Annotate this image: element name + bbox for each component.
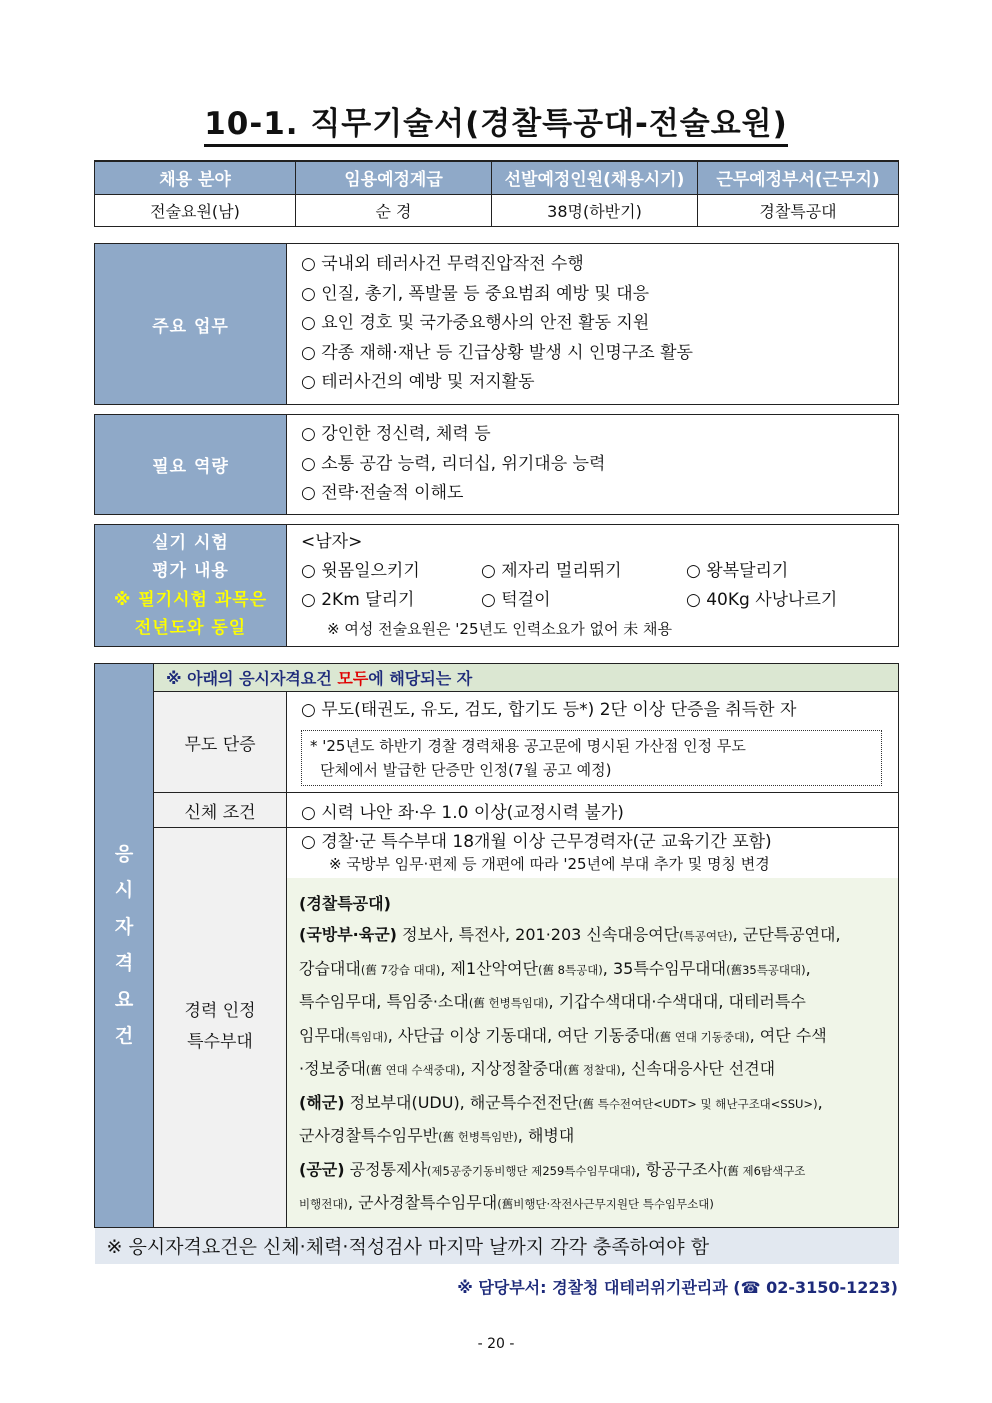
martial-arts-label: 무도 단증 bbox=[154, 692, 287, 793]
header-rank: 임용예정계급 bbox=[296, 161, 492, 194]
test-item: ○ 2Km 달리기 bbox=[301, 589, 415, 610]
duties-list bbox=[287, 244, 899, 405]
practical-label bbox=[95, 525, 287, 647]
list-item: ○ 각종 재해·재난 등 긴급상황 발생 시 인명구조 활동 bbox=[301, 342, 693, 363]
test-item: ○ 제자리 멀리뛰기 bbox=[481, 560, 622, 581]
footer-note: ※ 응시자격요건은 신체·체력·적성검사 마지막 날까지 각각 충족하여야 함 bbox=[95, 1227, 899, 1264]
list-item: ○ 요인 경호 및 국가중요행사의 안전 활동 지원 bbox=[301, 313, 650, 334]
career-text: ○ 경찰·군 특수부대 18개월 이상 근무경력자(군 교육기간 포함) bbox=[301, 831, 772, 852]
competencies-label: 필요 역량 bbox=[95, 415, 287, 515]
practical-label-line: 실기 시험 bbox=[152, 532, 229, 553]
martial-arts-text: ○ 무도(태권도, 유도, 검도, 합기도 등*) 2단 이상 단증을 취득한 자 bbox=[301, 700, 797, 720]
list-item: ○ 국내외 테러사건 무력진압작전 수행 bbox=[301, 254, 584, 275]
career-unit-list: (경찰특공대) (국방부·육군) 정보사, 특전사, 201·203 신속대응여단(특공여단), 군단특공연대, 강습대대(舊 7강습 대대), 제1산악여단(舊 8특공대), 35특수임무대대(舊35특공대대), 특수임무대, 특임중·소대(舊 헌병특임대), 기갑수색대대·수색대대, 대테러특수 임무대(특임대), 사단급 이상 기동대대, 여단 기동중대(舊 연대 기동중대), 여단 수색 ·정보중대(舊 연대 수색중대), 지상정찰중대(舊 정찰대), 신속대응사단 선견대 (해군) 정보부대(UDU), 해군특수전전단(舊 특수전여단<UDT> 및 해난구조대<SSU>), 군사경찰특수임무반(舊 헌병특임반), 해병대 (공군) 공정통제사(제5공중기동비행단 제259특수임무대대), 항공구조사(舊 제6탐색구조 비행전대), 군사경찰특수임무대(舊비행단·작전사근무지원단 특수임무소대) bbox=[287, 878, 899, 1228]
duties-table bbox=[94, 243, 899, 405]
female-note: ※ 여성 전술요원은 '25년도 인력소요가 없어 未 채용 bbox=[327, 619, 672, 638]
physical-label: 신체 조건 bbox=[154, 793, 287, 828]
list-item: ○ 강인한 정신력, 체력 등 bbox=[301, 424, 491, 445]
competencies-list bbox=[287, 415, 899, 515]
contact-info: ※ 담당부서: 경찰청 대테러위기관리과 (☎ 02-3150-1223) bbox=[457, 1278, 898, 1297]
page-title: 10-1. 직무기술서(경찰특공대-전술요원) bbox=[0, 98, 992, 143]
test-item: ○ 왕복달리기 bbox=[686, 560, 789, 581]
martial-arts-content bbox=[287, 692, 899, 793]
practical-label-line: 평가 내용 bbox=[152, 561, 229, 581]
test-item: ○ 윗몸일으키기 bbox=[301, 560, 420, 581]
career-change-note: ※ 국방부 임무·편제 등 개편에 따라 '25년에 부대 추가 및 명칭 변경 bbox=[329, 854, 770, 873]
career-requirement bbox=[287, 828, 899, 878]
test-item: ○ 40Kg 사낭나르기 bbox=[686, 589, 838, 610]
list-item: ○ 소통 공감 능력, 리더십, 위기대응 능력 bbox=[301, 453, 606, 474]
list-item: ○ 테러사건의 예방 및 저지활동 bbox=[301, 372, 535, 393]
value-department: 경찰특공대 bbox=[698, 194, 899, 226]
written-exam-note: ※ 필기시험 과목은 bbox=[113, 589, 268, 610]
page-number: - 20 - bbox=[477, 1336, 515, 1352]
physical-text: ○ 시력 나안 좌·우 1.0 이상(교정시력 불가) bbox=[287, 793, 899, 828]
header-field: 채용 분야 bbox=[95, 161, 296, 194]
qualification-table bbox=[94, 663, 899, 1264]
value-headcount: 38명(하반기) bbox=[492, 194, 698, 226]
gender-label: <남자> bbox=[301, 531, 363, 552]
list-item: ○ 인질, 총기, 폭발물 등 중요범죄 예방 및 대응 bbox=[301, 283, 650, 304]
competencies-table bbox=[94, 414, 899, 515]
list-item: ○ 전략·전술적 이해도 bbox=[301, 483, 464, 504]
header-headcount: 선발예정인원(채용시기) bbox=[492, 161, 698, 194]
qualification-heading: ※ 아래의 응시자격요건 모두에 해당되는 자 bbox=[154, 664, 899, 692]
career-label: 경력 인정 특수부대 bbox=[154, 828, 287, 1228]
summary-table bbox=[94, 160, 899, 227]
written-exam-note: 전년도와 동일 bbox=[134, 618, 247, 638]
practical-content bbox=[287, 525, 899, 647]
qualification-vertical-label: 응 시 자 격 요 건 bbox=[95, 664, 154, 1228]
duties-label: 주요 업무 bbox=[95, 244, 287, 405]
martial-arts-note: * '25년도 하반기 경찰 경력채용 공고문에 명시된 가산점 인정 무도 단체에서 발급한 단증만 인정(7월 공고 예정) bbox=[301, 730, 882, 786]
test-item: ○ 턱걸이 bbox=[481, 589, 551, 610]
header-department: 근무예정부서(근무지) bbox=[698, 161, 899, 194]
value-rank: 순 경 bbox=[296, 194, 492, 226]
value-field: 전술요원(남) bbox=[95, 194, 296, 226]
practical-table bbox=[94, 524, 899, 647]
